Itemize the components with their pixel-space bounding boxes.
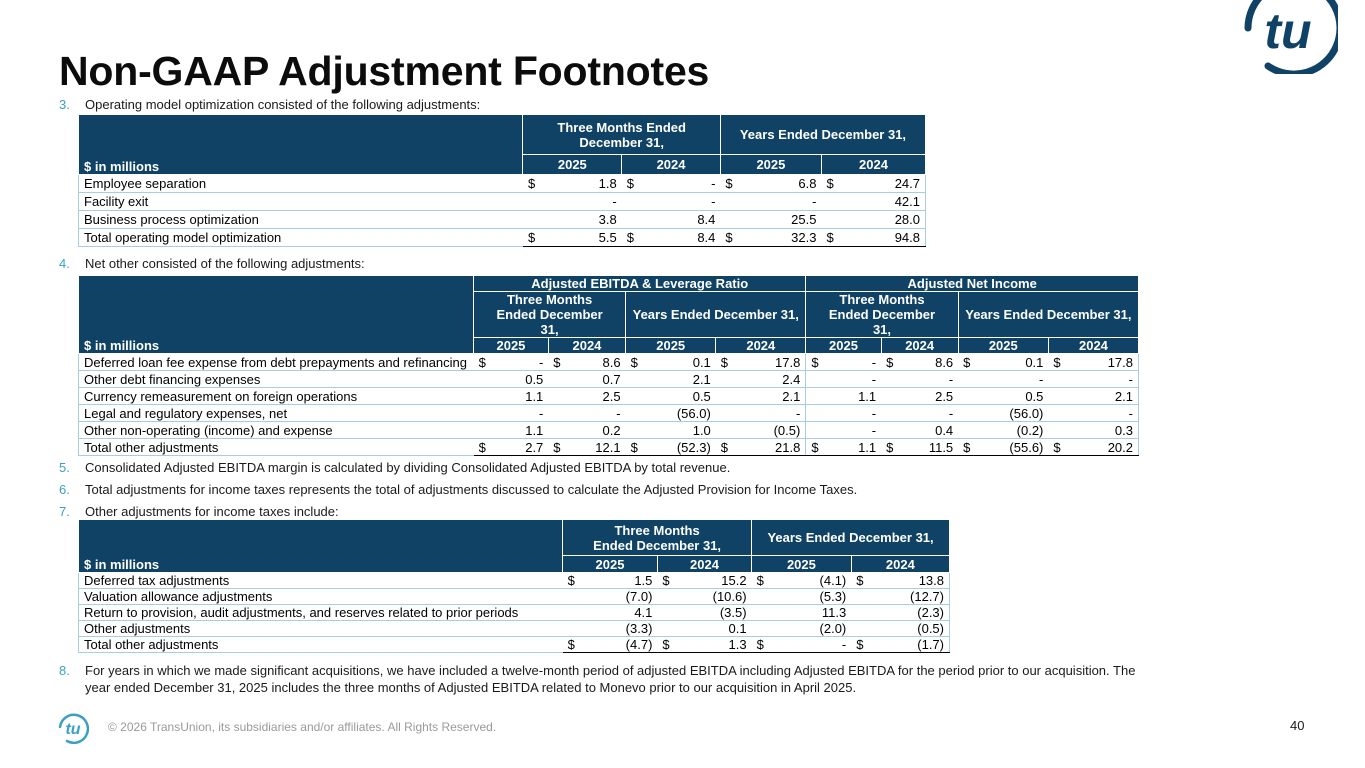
row-label: Employee separation [79,175,523,193]
currency-symbol [720,211,740,229]
currency-symbol: $ [622,175,642,193]
currency-symbol: $ [657,573,677,589]
row-label: Other non-operating (income) and expense [79,422,474,439]
currency-symbol: $ [622,229,642,247]
cell-value: - [642,175,721,193]
logo-lettering: tu [1264,3,1312,59]
currency-symbol [474,388,493,405]
currency-symbol [626,371,646,388]
currency-symbol: $ [720,229,740,247]
currency-symbol [881,371,900,388]
currency-symbol: $ [523,175,543,193]
transunion-logo [1238,0,1338,74]
currency-symbol: $ [1048,439,1068,456]
currency-symbol [622,193,642,211]
currency-symbol [474,422,493,439]
currency-symbol [806,422,826,439]
cell-value: 1.1 [825,439,881,456]
currency-symbol: $ [474,439,493,456]
currency-symbol [716,405,736,422]
currency-symbol: $ [752,637,772,653]
currency-symbol [958,388,978,405]
year-header: 2024 [716,338,806,354]
column-super-header: Adjusted Net Income [806,276,1139,292]
year-header: 2025 [474,338,549,354]
currency-symbol: $ [626,439,646,456]
currency-symbol [1048,405,1068,422]
cell-value: 0.3 [1068,422,1138,439]
currency-symbol [881,422,900,439]
currency-symbol [752,621,772,637]
cell-value: 1.0 [646,422,716,439]
column-group-header: Years Ended December 31, [720,115,925,155]
cell-value: - [825,405,881,422]
currency-symbol [752,589,772,605]
cell-value: - [493,405,549,422]
cell-value: 0.5 [978,388,1048,405]
currency-symbol: $ [806,439,826,456]
year-header: 2024 [622,155,721,175]
currency-symbol: $ [563,637,583,653]
cell-value: 2.5 [900,388,958,405]
currency-symbol [657,621,677,637]
cell-value: - [1068,371,1138,388]
currency-symbol: $ [881,439,900,456]
table-row [79,589,950,605]
table-total-row [79,637,950,653]
currency-symbol: $ [958,439,978,456]
currency-symbol [958,371,978,388]
cell-value: 4.1 [582,605,657,621]
cell-value: 13.8 [871,573,949,589]
currency-symbol [1048,371,1068,388]
cell-value: (1.7) [871,637,949,653]
cell-value: 20.2 [1068,439,1138,456]
currency-symbol [752,605,772,621]
cell-value: 17.8 [736,354,806,371]
currency-symbol: $ [716,354,736,371]
cell-value: 1.8 [543,175,622,193]
currency-symbol: $ [548,354,567,371]
cell-value: - [740,193,821,211]
page-number: 40 [1290,718,1305,733]
cell-value: 2.5 [567,388,625,405]
cell-value: 2.1 [646,371,716,388]
currency-symbol: $ [752,573,772,589]
currency-symbol: $ [851,637,871,653]
cell-value: 1.1 [493,388,549,405]
row-label: Currency remeasurement on foreign operations [79,388,474,405]
year-header: 2024 [881,338,958,354]
currency-symbol: $ [958,354,978,371]
currency-symbol [881,388,900,405]
cell-value: (4.7) [582,637,657,653]
cell-value: 0.4 [900,422,958,439]
page-title: Non-GAAP Adjustment Footnotes [59,48,710,94]
currency-symbol: $ [548,439,567,456]
note-3 [59,96,480,113]
table-label: $ in millions [79,276,474,354]
row-label: Facility exit [79,193,523,211]
table-row [79,193,926,211]
cell-value: 1.5 [582,573,657,589]
cell-value: 21.8 [736,439,806,456]
cell-value: 42.1 [841,193,925,211]
year-header: 2024 [851,556,949,573]
cell-value: (10.6) [677,589,752,605]
note-5 [59,459,730,476]
year-header: 2025 [806,338,881,354]
currency-symbol [806,405,826,422]
row-label: Deferred tax adjustments [79,573,563,589]
currency-symbol: $ [474,354,493,371]
currency-symbol: $ [563,573,583,589]
cell-value: 2.1 [1068,388,1138,405]
currency-symbol [716,422,736,439]
year-header: 2024 [657,556,751,573]
column-super-header: Adjusted EBITDA & Leverage Ratio [474,276,806,292]
cell-value: (2.3) [871,605,949,621]
currency-symbol [523,211,543,229]
note-text: Consolidated Adjusted EBITDA margin is calculated by dividing Consolidated Adjusted EBITDA by total revenue. [85,460,731,475]
cell-value: - [736,405,806,422]
cell-value: - [900,405,958,422]
currency-symbol [716,371,736,388]
table-row [79,371,1139,388]
note-7 [59,503,339,520]
table-row [79,573,950,589]
cell-value: - [900,371,958,388]
cell-value: 8.4 [642,211,721,229]
note-number: 3. [59,97,70,112]
currency-symbol [716,388,736,405]
cell-value: - [567,405,625,422]
currency-symbol [1048,422,1068,439]
currency-symbol [1048,388,1068,405]
cell-value: 6.8 [740,175,821,193]
cell-value: (5.3) [771,589,851,605]
cell-value: 0.1 [677,621,752,637]
year-header: 2025 [523,155,622,175]
cell-value: - [642,193,721,211]
cell-value: 11.3 [771,605,851,621]
currency-symbol [474,405,493,422]
currency-symbol: $ [657,637,677,653]
cell-value: (7.0) [582,589,657,605]
note-number: 5. [59,460,70,475]
cell-value: (56.0) [978,405,1048,422]
table-total-row [79,229,926,247]
cell-value: (0.5) [871,621,949,637]
cell-value: 1.1 [825,388,881,405]
row-label: Business process optimization [79,211,523,229]
currency-symbol: $ [806,354,826,371]
cell-value: 2.1 [736,388,806,405]
currency-symbol [851,605,871,621]
currency-symbol [548,422,567,439]
row-label: Total other adjustments [79,439,474,456]
currency-symbol [563,621,583,637]
currency-symbol [958,405,978,422]
cell-value: 0.5 [493,371,549,388]
currency-symbol: $ [1048,354,1068,371]
column-group-header: Three Months Ended December 31, [474,292,626,338]
copyright-text: © 2026 TransUnion, its subsidiaries and/or affiliates. All Rights Reserved. [108,720,497,734]
table-row [79,405,1139,422]
cell-value: (0.2) [978,422,1048,439]
cell-value: - [825,354,881,371]
note-text: Operating model optimization consisted of the following adjustments: [85,97,481,112]
currency-symbol: $ [881,354,900,371]
currency-symbol [821,211,841,229]
cell-value: (56.0) [646,405,716,422]
cell-value: (2.0) [771,621,851,637]
row-label: Total other adjustments [79,637,563,653]
table-label: $ in millions [79,115,523,175]
row-label: Legal and regulatory expenses, net [79,405,474,422]
cell-value: 12.1 [567,439,625,456]
year-header: 2025 [752,556,852,573]
cell-value: 15.2 [677,573,752,589]
cell-value: 8.4 [642,229,721,247]
currency-symbol [851,621,871,637]
year-header: 2024 [1048,338,1138,354]
currency-symbol: $ [523,229,543,247]
cell-value: - [978,371,1048,388]
note-number: 7. [59,504,70,519]
year-header: 2025 [626,338,716,354]
currency-symbol [474,371,493,388]
year-header: 2025 [563,556,658,573]
cell-value: 0.2 [567,422,625,439]
cell-value: 8.6 [900,354,958,371]
currency-symbol [548,405,567,422]
currency-symbol [622,211,642,229]
row-label: Other adjustments [79,621,563,637]
net-other-table [78,275,1139,456]
row-label: Total operating model optimization [79,229,523,247]
year-header: 2024 [821,155,925,175]
currency-symbol [548,371,567,388]
note-number: 4. [59,256,70,271]
table-row [79,354,1139,371]
row-label: Valuation allowance adjustments [79,589,563,605]
note-text: Other adjustments for income taxes include: [85,504,339,519]
currency-symbol [548,388,567,405]
currency-symbol [626,422,646,439]
currency-symbol [563,605,583,621]
cell-value: (12.7) [871,589,949,605]
cell-value: 32.3 [740,229,821,247]
currency-symbol: $ [720,175,740,193]
note-4 [59,255,365,272]
note-text: For years in which we made significant acquisitions, we have included a twelve-month period of adjusted EBITDA including Adjusted EBITDA for the period prior to our acquisition. The year ended December 31, 2025 includes the three months of Adjusted EBITDA related to Monevo prior to our acquisition in April 2025. [85,663,1136,695]
cell-value: 0.7 [567,371,625,388]
income-tax-adjustments-table [78,519,950,653]
note-number: 6. [59,482,70,497]
cell-value: 5.5 [543,229,622,247]
note-8 [59,662,1145,696]
cell-value: (3.5) [677,605,752,621]
cell-value: 11.5 [900,439,958,456]
row-label: Deferred loan fee expense from debt prepayments and refinancing [79,354,474,371]
cell-value: (55.6) [978,439,1048,456]
currency-symbol [626,388,646,405]
currency-symbol [958,422,978,439]
cell-value: 24.7 [841,175,925,193]
cell-value: - [1068,405,1138,422]
table-row [79,621,950,637]
row-label: Return to provision, audit adjustments, and reserves related to prior periods [79,605,563,621]
table-label: $ in millions [79,520,563,573]
currency-symbol [881,405,900,422]
table-total-row [79,439,1139,456]
column-group-header: Years Ended December 31, [752,520,950,556]
currency-symbol [806,371,826,388]
cell-value: 94.8 [841,229,925,247]
cell-value: 25.5 [740,211,821,229]
column-group-header: Three Months Ended December 31, [806,292,958,338]
cell-value: (3.3) [582,621,657,637]
currency-symbol: $ [821,175,841,193]
cell-value: 3.8 [543,211,622,229]
currency-symbol [851,589,871,605]
operating-model-table [78,114,926,247]
cell-value: (52.3) [646,439,716,456]
currency-symbol: $ [626,354,646,371]
cell-value: 1.3 [677,637,752,653]
table-row [79,422,1139,439]
cell-value: (4.1) [771,573,851,589]
note-text: Net other consisted of the following adjustments: [85,256,365,271]
cell-value: 0.1 [646,354,716,371]
note-text: Total adjustments for income taxes represents the total of adjustments discussed to calculate the Adjusted Provision for Income Taxes. [85,482,858,497]
currency-symbol: $ [716,439,736,456]
currency-symbol [563,589,583,605]
currency-symbol [523,193,543,211]
currency-symbol [657,605,677,621]
cell-value: 28.0 [841,211,925,229]
cell-value: - [493,354,549,371]
table-row [79,175,926,193]
column-group-header: Three Months Ended December 31, [563,520,752,556]
transunion-small-logo [57,712,89,744]
year-header: 2025 [958,338,1048,354]
cell-value: - [771,637,851,653]
column-group-header: Years Ended December 31, [958,292,1138,338]
table-row [79,388,1139,405]
currency-symbol [657,589,677,605]
cell-value: 17.8 [1068,354,1138,371]
year-header: 2025 [720,155,821,175]
currency-symbol [806,388,826,405]
cell-value: 0.5 [646,388,716,405]
note-number: 8. [59,663,70,678]
column-group-header: Years Ended December 31, [626,292,806,338]
currency-symbol [720,193,740,211]
cell-value: - [543,193,622,211]
currency-symbol [821,193,841,211]
cell-value: 2.7 [493,439,549,456]
currency-symbol [626,405,646,422]
cell-value: 2.4 [736,371,806,388]
cell-value: (0.5) [736,422,806,439]
cell-value: 0.1 [978,354,1048,371]
table-row [79,211,926,229]
cell-value: 8.6 [567,354,625,371]
table-row [79,605,950,621]
currency-symbol: $ [851,573,871,589]
cell-value: - [825,422,881,439]
currency-symbol: $ [821,229,841,247]
column-group-header: Three Months Ended December 31, [523,115,720,155]
cell-value: - [825,371,881,388]
cell-value: 1.1 [493,422,549,439]
year-header: 2024 [548,338,625,354]
note-6 [59,481,857,498]
logo-lettering: tu [65,721,81,738]
row-label: Other debt financing expenses [79,371,474,388]
